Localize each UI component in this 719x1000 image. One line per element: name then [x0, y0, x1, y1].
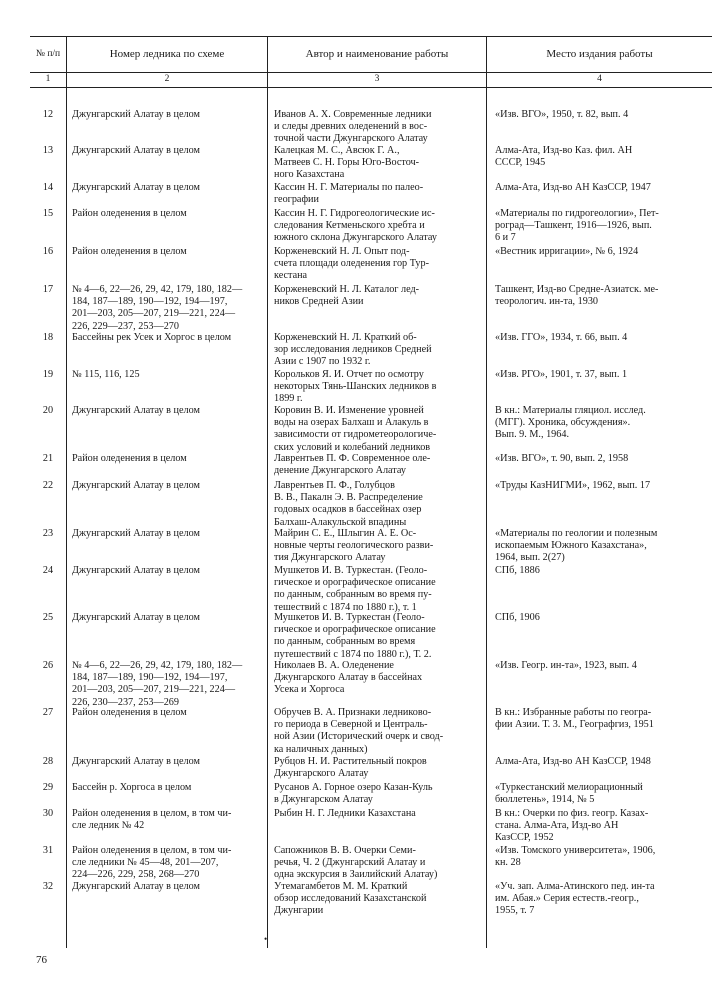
row-number: 17: [42, 284, 54, 295]
author-cell: Рубцов Н. И. Растительный покров Джунгарского Алатау: [274, 756, 427, 780]
glacier-cell: Джунгарский Алатау в целом: [72, 528, 200, 539]
glacier-cell: Джунгарский Алатау в целом: [72, 405, 200, 416]
author-cell: Корженевский Н. Л. Опыт под- счета площади оледенения гор Тур- кестана: [274, 246, 429, 282]
author-cell: Мушкетов И. В. Туркестан. (Геоло- гическое и орографическое описание по данным, собранным во время пу- тешествий с 1874 по 1880 г.), т. 1: [274, 565, 436, 613]
place-cell: «Изв. ВГО», т. 90, вып. 2, 1958: [495, 453, 629, 464]
glacier-cell: № 115, 116, 125: [72, 369, 140, 380]
place-cell: СПб, 1906: [495, 612, 540, 623]
row-number: 13: [42, 145, 54, 156]
row-number: 19: [42, 369, 54, 380]
row-number: 24: [42, 565, 54, 576]
header-col-num: № п/п: [35, 49, 61, 59]
place-cell: СПб, 1886: [495, 565, 540, 576]
author-cell: Утемагамбетов М. М. Краткий обзор исследований Казахстанской Джунгарии: [274, 881, 427, 917]
glacier-cell: № 4—6, 22—26, 29, 42, 179, 180, 182— 184, 187—189, 190—192, 194—197, 201—203, 205—207, 219—221, 224— 226, 230—237, 253—269: [72, 660, 243, 708]
row-number: 12: [42, 109, 54, 120]
author-cell: Лаврентьев П. Ф. Современное оле- денение Джунгарского Алатау: [274, 453, 431, 477]
column-number-rule: [30, 87, 712, 88]
author-cell: Корженевский Н. Л. Краткий об- зор исследования ледников Средней Азии с 1907 по 1932 г.: [274, 332, 432, 368]
author-cell: Кассин Н. Г. Материалы по палео- географии: [274, 182, 424, 206]
row-number: 20: [42, 405, 54, 416]
place-cell: «Уч. зап. Алма-Атинского пед. ин-та им. Абая.» Серия естеств.-геогр., 1955, т. 7: [495, 881, 655, 917]
author-cell: Кассин Н. Г. Гидрогеологические ис- следования Кетменьского хребта и южного склона Джунгарского Алатау: [274, 208, 437, 244]
page-number: 76: [36, 954, 47, 966]
author-cell: Корженевский Н. Л. Каталог лед- ников Средней Азии: [274, 284, 420, 308]
glacier-cell: Район оледенения в целом, в том чи- сле ледник № 42: [72, 808, 232, 832]
place-cell: «Материалы по геологии и полезным ископаемым Южного Казахстана», 1964, вып. 2(27): [495, 528, 658, 564]
author-cell: Калецкая М. С., Авсюк Г. А., Матвеев С. Н. Горы Юго-Восточ- ного Казахстана: [274, 145, 420, 181]
row-number: 27: [42, 707, 54, 718]
place-cell: «Материалы по гидрогеологии», Пет- роград—Ташкент, 1916—1926, вып. 6 и 7: [495, 208, 659, 244]
row-number: 29: [42, 782, 54, 793]
header-col-glacier: Номер ледника по схеме: [109, 48, 225, 60]
column-divider-1: [66, 36, 67, 948]
place-cell: В кн.: Материалы гляциол. исслед. (МГГ). Хроника, обсуждения». Вып. 9. М., 1964.: [495, 405, 646, 441]
row-number: 25: [42, 612, 54, 623]
glacier-cell: Район оледенения в целом, в том чи- сле ледники № 45—48, 201—207, 224—226, 229, 258, 268—270: [72, 845, 232, 881]
author-cell: Русанов А. Горное озеро Казан-Куль в Джунгарском Алатау: [274, 782, 433, 806]
place-cell: «Труды КазНИГМИ», 1962, вып. 17: [495, 480, 651, 491]
printer-mark: •: [264, 934, 268, 944]
column-number-3: 3: [374, 74, 380, 84]
author-cell: Иванов А. Х. Современные ледники и следы древних оледенений в вос- точной части Джунгарского Алатау: [274, 109, 432, 145]
header-col-author: Автор и наименование работы: [305, 48, 449, 60]
glacier-cell: № 4—6, 22—26, 29, 42, 179, 180, 182— 184, 187—189, 190—192, 194—197, 201—203, 205—207, 219—221, 224— 226, 229—237, 253—270: [72, 284, 243, 332]
glacier-cell: Джунгарский Алатау в целом: [72, 109, 200, 120]
glacier-cell: Район оледенения в целом: [72, 707, 187, 718]
glacier-cell: Район оледенения в целом: [72, 246, 187, 257]
place-cell: Алма-Ата, Изд-во АН КазССР, 1947: [495, 182, 651, 193]
header-rule: [30, 72, 712, 73]
place-cell: «Туркестанский мелиорационный бюллетень», 1914, № 5: [495, 782, 643, 806]
row-number: 22: [42, 480, 54, 491]
glacier-cell: Район оледенения в целом: [72, 208, 187, 219]
glacier-cell: Джунгарский Алатау в целом: [72, 565, 200, 576]
place-cell: «Изв. Томского университета», 1906, кн. 28: [495, 845, 656, 869]
row-number: 30: [42, 808, 54, 819]
row-number: 21: [42, 453, 54, 464]
author-cell: Обручев В. А. Признаки ледниково- го периода в Северной и Централь- ной Азии (Исторический очерк и свод- ка наличных данных): [274, 707, 444, 755]
column-number-1: 1: [45, 74, 51, 84]
glacier-cell: Джунгарский Алатау в целом: [72, 756, 200, 767]
column-number-2: 2: [164, 74, 170, 84]
author-cell: Майрин С. Е., Шлыгин А. Е. Ос- новные черты геологического разви- тия Джунгарского Алатау: [274, 528, 434, 564]
place-cell: «Изв. РГО», 1901, т. 37, вып. 1: [495, 369, 628, 380]
place-cell: Алма-Ата, Изд-во АН КазССР, 1948: [495, 756, 651, 767]
header-col-place: Место издания работы: [546, 48, 653, 60]
column-divider-3: [486, 36, 487, 948]
glacier-cell: Бассейны рек Усек и Хоргос в целом: [72, 332, 232, 343]
author-cell: Сапожников В. В. Очерки Семи- речья, Ч. 2 (Джунгарский Алатау и одна экскурсия в Заилийский Алатау): [274, 845, 438, 881]
author-cell: Мушкетов И. В. Туркестан (Геоло- гическое и орографическое описание по данным, собранным во время путешествий с 1874 по 1880 г.), Т. 2.: [274, 612, 436, 660]
place-cell: «Вестник ирригации», № 6, 1924: [495, 246, 639, 257]
place-cell: Алма-Ата, Изд-во Каз. фил. АН СССР, 1945: [495, 145, 633, 169]
glacier-cell: Бассейн р. Хоргоса в целом: [72, 782, 192, 793]
place-cell: В кн.: Очерки по физ. геогр. Казах- стана. Алма-Ата, Изд-во АН КазССР, 1952: [495, 808, 649, 844]
row-number: 26: [42, 660, 54, 671]
place-cell: «Изв. ГГО», 1934, т. 66, вып. 4: [495, 332, 628, 343]
glacier-cell: Джунгарский Алатау в целом: [72, 480, 200, 491]
row-number: 28: [42, 756, 54, 767]
author-cell: Николаев В. А. Оледенение Джунгарского Алатау в бассейнах Усека и Хоргоса: [274, 660, 423, 696]
author-cell: Коровин В. И. Изменение уровней воды на озерах Балхаш и Алакуль в зависимости от гидрометеорологиче- ских условий и колебаний ледников: [274, 405, 437, 453]
column-number-4: 4: [597, 74, 602, 84]
place-cell: Ташкент, Изд-во Средне-Азиатск. ме- теорологич. ин-та, 1930: [495, 284, 659, 308]
author-cell: Корольков Я. И. Отчет по осмотру некоторых Тянь-Шанских ледников в 1899 г.: [274, 369, 437, 405]
place-cell: «Изв. Геогр. ин-та», 1923, вып. 4: [495, 660, 637, 671]
row-number: 14: [42, 182, 54, 193]
table-top-rule: [30, 36, 712, 37]
author-cell: Лаврентьев П. Ф., Голубцов В. В., Пакалн Э. В. Распределение годовых осадков в бассейнах озер Балхаш-Алакульской впадины: [274, 480, 423, 528]
row-number: 18: [42, 332, 54, 343]
row-number: 16: [42, 246, 54, 257]
glacier-cell: Джунгарский Алатау в целом: [72, 145, 200, 156]
glacier-cell: Джунгарский Алатау в целом: [72, 612, 200, 623]
glacier-cell: Джунгарский Алатау в целом: [72, 881, 200, 892]
row-number: 31: [42, 845, 54, 856]
column-divider-2: [267, 36, 268, 948]
row-number: 32: [42, 881, 54, 892]
place-cell: «Изв. ВГО», 1950, т. 82, вып. 4: [495, 109, 629, 120]
author-cell: Рыбин Н. Г. Ледники Казахстана: [274, 808, 416, 819]
row-number: 15: [42, 208, 54, 219]
glacier-cell: Район оледенения в целом: [72, 453, 187, 464]
glacier-cell: Джунгарский Алатау в целом: [72, 182, 200, 193]
place-cell: В кн.: Избранные работы по геогра- фии Азии. Т. 3. М., Географгиз, 1951: [495, 707, 654, 731]
row-number: 23: [42, 528, 54, 539]
